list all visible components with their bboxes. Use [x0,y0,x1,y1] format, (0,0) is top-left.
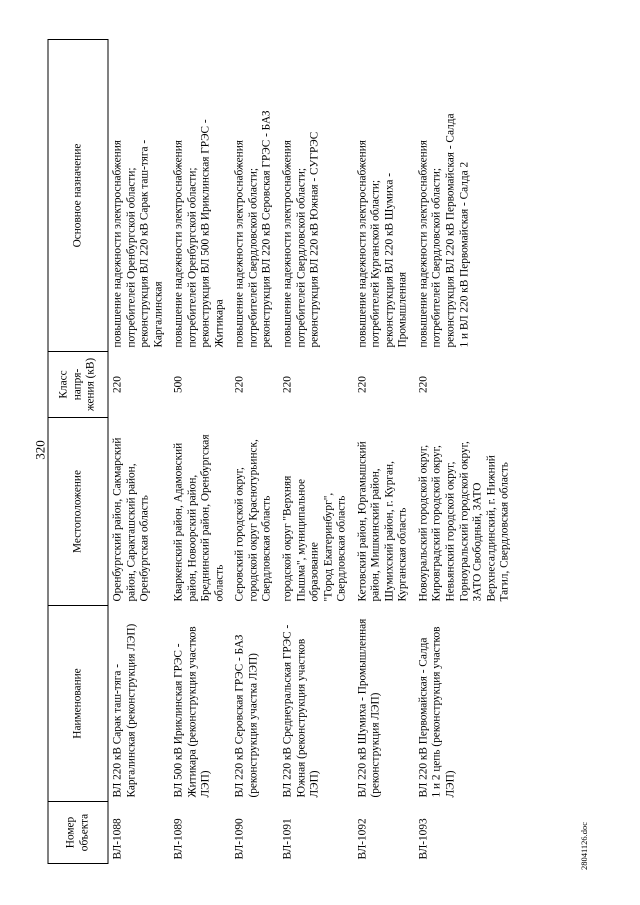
name-cell-line: Южная (реконструкция участков ЛЭП) [295,638,321,798]
purpose-cell-line: повышение надежности электроснабжения [172,140,185,348]
purpose-cell-line: потребителей Оренбургской области; [125,167,138,348]
voltage-cell: 220 [111,376,124,393]
purpose-cell-line: реконструкция ВЛ 220 кВ Шумиха - [383,172,396,348]
location-cell-line: Серовский городской округ, [233,467,246,602]
purpose-cell [231,40,279,352]
header-voltage-class-line: жения (кВ) [84,357,97,412]
header-purpose-line: Основное назначение [71,143,84,248]
object-number-cell: ВЛ-1093 [417,818,430,860]
objects-table-rotated [48,40,583,864]
object-number-cell: ВЛ-1088 [111,818,124,860]
objects-table [48,39,517,864]
location-cell-line: Кетовский район, Юргамышский [356,441,369,602]
location-cell-line: Оренбургский район, Сакмарский [111,437,124,602]
location-cell-line: городской округ Краснотурьинск, [247,439,260,602]
name-cell-line: ВЛ 220 кВ Первомайская - Салда [417,637,430,798]
voltage-cell: 220 [417,376,430,393]
footer-document-code: 28041126.doc [578,821,589,871]
location-cell-line: ЗАТО Свободный, ЗАТО [471,482,484,602]
purpose-cell [353,40,414,352]
location-cell-line: район, Мишкинский район, [369,468,382,602]
purpose-cell-line: 1 и ВЛ 220 кВ Первомайская - Салда 2 [458,161,471,348]
name-cell-line: Каргалинская (реконструкция ЛЭП) [125,623,138,798]
header-location [48,418,108,606]
table-row [414,40,516,864]
name-cell [231,606,279,802]
purpose-cell-line: реконструкция ВЛ 220 кВ Сарак таш-тяга - [138,139,151,348]
name-cell-line: ВЛ 220 кВ Шумиха - Промышленная [356,618,369,798]
table-body [108,40,516,864]
purpose-cell-line: Промышленная [396,271,409,348]
purpose-cell-line: реконструкция ВЛ 220 кВ Первомайская - Салда [444,113,457,348]
purpose-cell-line: реконструкция ВЛ 220 кВ Южная - СУГРЭС [308,131,321,348]
location-cell-line: Кваркенский район, Адамовский [172,442,185,602]
name-cell [170,606,231,802]
header-object-number-line: объекта [78,813,90,852]
location-cell-line: городской округ "Верхняя [281,475,294,602]
purpose-cell-line: реконструкция ВЛ 500 кВ Ириклинская ГРЭС - [199,119,212,348]
table-row [353,40,414,864]
name-cell-line: (реконструкция участка ЛЭП) [247,653,260,798]
name-cell-line: (реконструкция ЛЭП) [369,692,382,798]
location-cell-line: Верхнесалдинский, г. Нижний [485,455,498,602]
object-number-cell: ВЛ-1092 [356,818,369,860]
table-row [231,40,279,864]
voltage-cell: 220 [356,376,369,393]
location-cell-line: Свердловская область [335,495,348,602]
name-cell-line: ВЛ 220 кВ Среднеуральская ГРЭС - [281,624,294,798]
name-cell-line: ЛЭП) [444,770,457,798]
purpose-cell-line: потребителей Свердловской области; [295,167,308,348]
page-number: 320 [32,440,48,460]
header-voltage-class [48,352,108,418]
location-cell-line: образование [308,542,321,602]
location-cell-line: Новоуральский городской округ, [417,444,430,602]
purpose-cell-line: потребителей Свердловской области; [430,167,443,348]
object-number-cell: ВЛ-1090 [233,818,246,860]
name-cell-line: ВЛ 500 кВ Ириклинская ГРЭС - [172,643,185,798]
location-cell-line: Пышма", муниципальное [295,478,308,602]
name-cell-line: 1 и 2 цепь (реконструкция участков [430,626,443,798]
header-location-line: Местоположение [71,470,84,553]
header-object-number-line: Номер [64,816,77,849]
purpose-cell-line: повышение надежности электроснабжения [281,140,294,348]
location-cell-line: Бреднинский район, Оренбургская [199,434,212,602]
purpose-cell-line: повышение надежности электроснабжения [417,140,430,348]
location-cell-line: Кировградский городской округ, [430,445,443,602]
location-cell [279,418,354,606]
name-cell-line: ВЛ 220 кВ Сарак таш-тяга - [111,664,124,798]
purpose-cell [414,40,516,352]
voltage-cell: 220 [281,376,294,393]
name-cell [279,606,354,802]
location-cell-line: Шумихский район, г. Курган, [383,461,396,602]
table-row [279,40,354,864]
purpose-cell-line: повышение надежности электроснабжения [356,140,369,348]
voltage-cell: 220 [233,376,246,393]
location-cell [231,418,279,606]
table-row [170,40,231,864]
location-cell-line: область [213,564,226,602]
location-cell-line: Тагил, Свердловская область [498,462,511,602]
purpose-cell-line: потребителей Свердловской области; [247,167,260,348]
header-name [48,606,108,802]
location-cell-line: Курганская область [396,507,409,602]
location-cell-line: Свердловская область [260,495,273,602]
location-cell-line: Невьянский городской округ, [444,461,457,602]
header-purpose [48,40,108,352]
purpose-cell-line: повышение надежности электроснабжения [111,140,124,348]
purpose-cell-line: Каргалинская [152,281,165,348]
purpose-cell-line: Житикара [213,299,226,348]
purpose-cell [170,40,231,352]
purpose-cell-line: повышение надежности электроснабжения [233,140,246,348]
table-row [108,40,170,864]
name-cell-line: ВЛ 220 кВ Серовская ГРЭС - БАЗ [233,634,246,798]
location-cell-line: район, Саракташский район, [125,463,138,602]
location-cell-line: район, Новоорский район, [186,474,199,602]
location-cell [414,418,516,606]
header-object-number [48,802,108,864]
object-number-cell: ВЛ-1089 [172,818,185,860]
header-name-line: Наименование [71,668,84,739]
voltage-cell: 500 [172,376,185,393]
name-cell-line: ЛЭП) [199,770,212,798]
purpose-cell-line: потребителей Курганской области; [369,179,382,348]
purpose-cell-line: потребителей Оренбургской области; [186,167,199,348]
object-number-cell: ВЛ-1091 [281,818,294,860]
location-cell [108,418,170,606]
location-cell [353,418,414,606]
purpose-cell [108,40,170,352]
header-voltage-class-line: Класс напря- [57,368,84,401]
location-cell-line: Горноуральский городской округ, [458,441,471,602]
name-cell [414,606,516,802]
name-cell [353,606,414,802]
purpose-cell [279,40,354,352]
table-header-row [48,40,108,864]
name-cell-line: Житикара (реконструкция участков [186,626,199,798]
name-cell [108,606,170,802]
location-cell-line: Оренбургская область [138,495,151,602]
purpose-cell-line: реконструкция ВЛ 220 кВ Серовская ГРЭС - БАЗ [260,110,273,348]
location-cell [170,418,231,606]
location-cell-line: "Город Екатеринбург", [322,492,335,602]
